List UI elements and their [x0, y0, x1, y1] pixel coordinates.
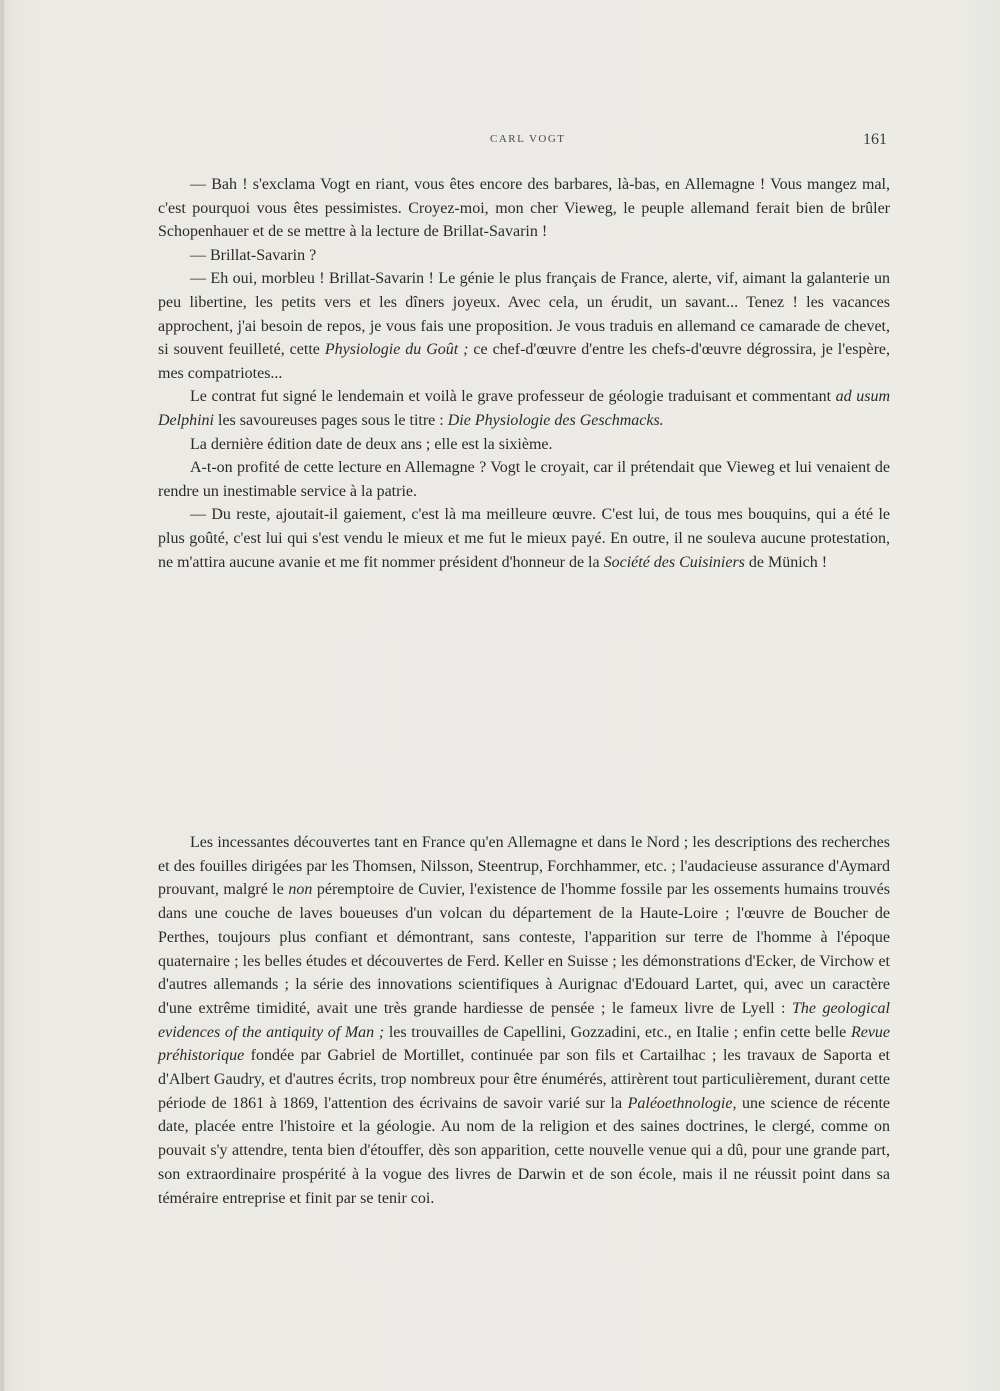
paragraph: — Bah ! s'exclama Vogt en riant, vous êtes encore des barbares, là-bas, en Allemagne ! Vous mangez mal, c'est pourquoi vous êtes pessimistes. Croyez-moi, mon cher Vieweg, le peuple allemand ferait bien de brûler Schopenhauer et de se mettre à la lecture de Brillat-Savarin ! — [158, 176, 890, 241]
running-head: CARL VOGT — [490, 133, 566, 145]
discipline-name: Paléoethnologie, — [627, 1094, 737, 1112]
paragraph: — Eh oui, morbleu ! Brillat-Savarin ! Le génie le plus français de France, alerte, vif, aimant la galanterie un peu libertine, les petits vers et les dîners joyeux. Avec cela, un érudit, un savant... Tenez ! les vacances approchent, j'ai besoin de repos, je vous fais une proposition. Je vous traduis en allemand ce camarade de chevet, si souvent feuilleté, cette Physiologie du Goût ; ce chef-d'œuvre d'entre les chefs-d'œuvre dégrossira, je l'espère, mes compatriotes... — [158, 270, 890, 382]
latin-phrase: ad usum Delphini — [158, 388, 890, 429]
page-number: 161 — [863, 131, 887, 148]
emphasis: non — [288, 881, 313, 899]
page-spine-shadow — [0, 0, 4, 1391]
book-title: The geological evidences of the antiquity of Man ; — [158, 999, 890, 1041]
paragraph: A-t-on profité de cette lecture en Allemagne ? Vogt le croyait, car il prétendait que Vieweg et lui venaient de rendre un inestimable service à la patrie. — [158, 459, 890, 500]
paragraph: Les incessantes découvertes tant en France qu'en Allemagne et dans le Nord ; les descriptions des recherches et des fouilles dirigées par les Thomsen, Nilsson, Steentrup, Forchhammer, etc. ; l'audacieuse assurance d'Aymard prouvant, malgré le non péremptoire de Cuvier, l'existence de l'homme fossile par les ossements humains trouvés dans une couche de laves boueuses d'un volcan du département de la Haute-Loire ; l'œuvre de Boucher de Perthes, toujours plus confiant et démontrant, sans conteste, l'apparition sur terre de l'homme à l'époque quaternaire ; les belles études et découvertes de Ferd. Keller en Suisse ; les démonstrations d'Ecker, de Virchow et d'autres allemands ; la série des innovations scientifiques à Aurignac d'Edouard Lartet, qui, avec un caractère d'une extrême timidité, avait une très grande hardiesse de pensée ; le fameux livre de Lyell : The geological evidences of the antiquity of Man ; les trouvailles de Capellini, Gozzadini, etc., en Italie ; enfin cette belle Revue préhistorique fondée par Gabriel de Mortillet, continuée par son fils et Cartailhac ; les travaux de Saporta et d'Albert Gaudry, et d'autres écrits, trop nombreux pour être énumérés, attirèrent tout particulièrement, durant cette période de 1861 à 1869, l'attention des écrivains de savoir varié sur la Paléoethnologie, une science de récente date, placée entre l'histoire et la géologie. Au nom de la religion et des saines doctrines, le clergé, comme on pouvait s'y attendre, tenta bien d'étouffer, dès son apparition, cette nouvelle venue qui a dû, pour une grande part, son extraordinaire prospérité à la vogue des livres de Darwin et de son école, mais il ne réussit point dans sa téméraire entreprise et finit par se tenir coi. — [158, 834, 891, 1207]
journal-title: Revue préhistorique — [158, 1023, 891, 1065]
dialogue-section — [158, 173, 890, 574]
paragraph: — Du reste, ajoutait-il gaiement, c'est là ma meilleure œuvre. C'est lui, de tous mes bouquins, qui a été le plus goûté, c'est lui qui s'est vendu le mieux et me fut le mieux payé. En outre, il ne souleva aucune protestation, ne m'attira aucune avanie et me fit nommer président d'honneur de la Société des Cuisiniers de Münich ! — [158, 506, 890, 571]
history-section — [158, 831, 890, 1210]
book-title: Die Physiologie des Geschmacks. — [447, 411, 664, 429]
society-name: Société des Cuisiniers — [603, 553, 745, 571]
paragraph: Le contrat fut signé le lendemain et voilà le grave professeur de géologie traduisant et commentant ad usum Delphini les savoureuses pages sous le titre : Die Physiologie des Geschmacks. — [158, 388, 890, 429]
book-title: Physiologie du Goût ; — [324, 341, 469, 359]
paragraph: La dernière édition date de deux ans ; elle est la sixième. — [190, 435, 553, 453]
paragraph: — Brillat-Savarin ? — [190, 246, 317, 264]
